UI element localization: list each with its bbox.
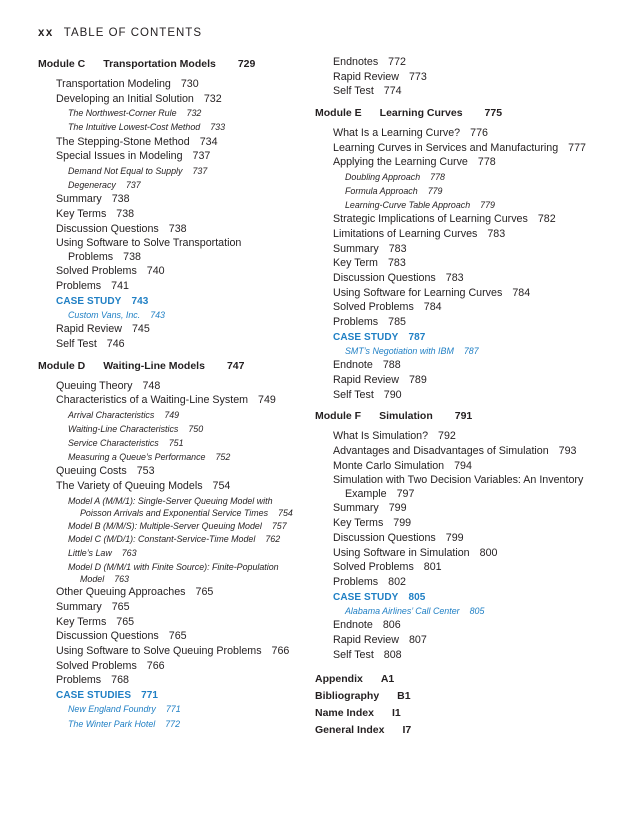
entry-page-number: 749 (258, 394, 276, 407)
entry-page-number: 788 (382, 359, 401, 372)
entry-page-number: 754 (212, 479, 231, 492)
toc-subentry[interactable] (38, 165, 300, 178)
toc-entry[interactable] (38, 136, 300, 150)
module-label: Module E (315, 106, 362, 119)
toc-entry[interactable] (315, 301, 615, 315)
entry-title: Rapid Review (56, 323, 122, 336)
toc-entry[interactable] (38, 660, 300, 674)
toc-entry[interactable] (315, 71, 615, 85)
entry-page-number: 745 (131, 323, 150, 336)
toc-entry[interactable] (315, 142, 615, 156)
toc-entry[interactable] (315, 389, 615, 403)
entry-title: Key Terms (56, 615, 107, 628)
entry-page-number: 806 (382, 619, 401, 632)
case-study-label: CASE STUDY (333, 591, 399, 603)
entry-page-number: 751 (168, 438, 184, 449)
module-page-number: 791 (454, 410, 473, 423)
entry-page-number: 802 (388, 575, 406, 588)
entry-title: Self Test (56, 338, 97, 351)
entry-page-number: 753 (136, 465, 155, 478)
toc-entry[interactable] (38, 237, 300, 264)
entry-title: Problems (56, 280, 102, 293)
entry-title: Measuring a Queue’s Performance (68, 452, 206, 463)
toc-entry[interactable] (38, 223, 300, 237)
entry-page-number: A1 (380, 673, 395, 686)
entry-page-number: 779 (427, 186, 443, 197)
toc-entry[interactable] (38, 208, 300, 222)
entry-page-number: 766 (271, 644, 290, 657)
toc-subentry[interactable] (38, 107, 300, 120)
entry-title: Special Issues in Modeling (56, 150, 183, 163)
toc-entry[interactable] (38, 480, 300, 494)
toc-entry[interactable] (315, 257, 615, 271)
running-header (38, 27, 202, 39)
entry-page-number: 801 (423, 561, 442, 574)
entry-page-number: 750 (188, 424, 204, 434)
toc-entry[interactable] (38, 150, 300, 164)
entry-page-number: 799 (393, 517, 412, 530)
case-study-heading[interactable] (315, 331, 615, 344)
entry-title: Discussion Questions (333, 271, 436, 284)
entry-title: What Is a Learning Curve? (333, 126, 461, 139)
toc-entry[interactable] (315, 576, 615, 590)
entry-title: Simulation with Two Decision Variables: An Inventory Example (333, 474, 584, 500)
entry-title: Endnote (333, 359, 373, 372)
entry-title: Summary (56, 600, 102, 613)
toc-entry[interactable] (315, 156, 615, 170)
toc-subentry[interactable] (38, 423, 300, 436)
entry-title: The Northwest-Corner Rule (68, 108, 177, 119)
entry-page-number: 777 (568, 141, 586, 154)
entry-title: Waiting-Line Characteristics (68, 424, 179, 434)
entry-title: Model D (M/M/1 with Finite Source): Finite-Population Model (68, 562, 279, 585)
entry-title: Using Software to Solve Transportation Problems (56, 237, 242, 263)
entry-title: Transportation Modeling (56, 78, 171, 90)
entry-title: Alabama Airlines’ Call Center (345, 606, 460, 617)
entry-page-number: 784 (512, 286, 531, 299)
entry-page-number: 782 (537, 213, 556, 226)
entry-page-number: 738 (168, 222, 187, 235)
toc-entry[interactable] (38, 616, 300, 630)
entry-page-number: 772 (165, 718, 181, 729)
toc-entry[interactable] (315, 56, 615, 70)
entry-page-number: 787 (408, 331, 426, 343)
toc-entry[interactable] (38, 78, 300, 92)
header-title: TABLE OF CONTENTS (63, 27, 202, 39)
toc-entry[interactable] (315, 445, 615, 459)
toc-entry[interactable] (38, 338, 300, 352)
entry-page-number: 799 (388, 502, 407, 515)
module-heading[interactable] (38, 56, 300, 72)
entry-title: The Variety of Queuing Models (56, 479, 203, 492)
entry-page-number: I1 (391, 707, 401, 720)
entry-title: Degeneracy (68, 180, 116, 191)
entry-page-number: 754 (278, 507, 293, 518)
entry-page-number: 763 (114, 574, 129, 585)
entry-title: Key Terms (56, 207, 107, 220)
module-heading[interactable] (315, 408, 615, 424)
entry-page-number: 783 (387, 257, 406, 270)
entry-title: SMT’s Negotiation with IBM (345, 346, 454, 357)
module-page-number: 775 (484, 106, 503, 119)
entry-page-number: 793 (558, 444, 577, 457)
entry-page-number: 765 (111, 600, 130, 613)
module-label: Module D (38, 359, 86, 372)
toc-entry[interactable] (315, 228, 615, 242)
entry-page-number: 762 (265, 533, 281, 544)
entry-page-number: 799 (445, 531, 464, 544)
entry-title: Queuing Theory (56, 379, 133, 392)
case-study-heading[interactable] (315, 591, 615, 604)
entry-page-number: 773 (408, 70, 427, 83)
entry-title: Learning Curves in Services and Manufacturing (333, 141, 559, 154)
entry-title: The Winter Park Hotel (68, 718, 156, 729)
toc-entry[interactable] (38, 645, 300, 659)
entry-page-number: B1 (397, 690, 411, 703)
entry-title: Solved Problems (56, 265, 137, 278)
toc-subentry[interactable] (315, 171, 615, 184)
entry-page-number: 737 (125, 180, 141, 191)
entry-title: Doubling Approach (345, 171, 421, 182)
entry-title: Self Test (333, 388, 374, 401)
entry-title: Problems (333, 316, 379, 329)
entry-title: Summary (56, 193, 102, 206)
entry-title: Self Test (333, 85, 374, 98)
entry-title: Problems (56, 674, 102, 687)
entry-title: Using Software in Simulation (333, 546, 470, 559)
entry-page-number: 757 (271, 520, 287, 531)
case-study-entry[interactable] (38, 703, 300, 716)
toc-entry[interactable] (315, 474, 615, 501)
entry-page-number: 734 (199, 135, 218, 148)
entry-page-number: 737 (192, 150, 211, 163)
entry-title: Self Test (333, 648, 374, 661)
entry-page-number: 771 (165, 704, 181, 715)
entry-title: The Stepping-Stone Method (56, 135, 190, 148)
toc-entry[interactable] (315, 517, 615, 531)
toc-subentry[interactable] (38, 121, 300, 134)
entry-page-number: 776 (470, 126, 488, 139)
toc-entry[interactable] (38, 465, 300, 479)
backmatter-entry[interactable] (315, 706, 615, 720)
entry-page-number: 792 (438, 430, 456, 443)
entry-title: The Intuitive Lowest-Cost Method (68, 122, 201, 133)
entry-page-number: 807 (408, 633, 427, 646)
entry-page-number: 778 (430, 171, 445, 182)
entry-title: Summary (333, 242, 379, 255)
entry-page-number: 749 (164, 409, 180, 420)
entry-title: Service Characteristics (68, 438, 159, 449)
case-study-label: CASE STUDY (56, 295, 122, 307)
toc-subentry[interactable] (315, 185, 615, 198)
entry-page-number: 738 (123, 250, 141, 263)
entry-title: Using Software to Solve Queuing Problems (56, 644, 262, 657)
entry-title: Developing an Initial Solution (56, 92, 194, 105)
entry-title: Solved Problems (333, 561, 414, 574)
toc-entry[interactable] (315, 359, 615, 373)
toc-subentry[interactable] (38, 547, 300, 560)
module-title: Learning Curves (379, 106, 463, 119)
entry-title: Rapid Review (333, 374, 399, 386)
entry-page-number: 765 (195, 586, 214, 599)
toc-entry[interactable] (315, 213, 615, 227)
toc-entry[interactable] (38, 380, 300, 394)
toc-entry[interactable] (38, 193, 300, 207)
case-study-entry[interactable] (38, 309, 300, 322)
case-study-entry[interactable] (315, 345, 615, 358)
module-page-number: 747 (226, 359, 245, 372)
entry-page-number: 740 (146, 265, 165, 278)
module-label: Module C (38, 58, 86, 70)
entry-title: Name Index (315, 707, 374, 720)
entry-title: Custom Vans, Inc. (68, 310, 141, 321)
entry-page-number: 784 (423, 301, 442, 314)
module-page-number: 729 (237, 58, 256, 70)
entry-page-number: 738 (116, 207, 135, 220)
entry-page-number: 737 (192, 165, 208, 176)
toc-subentry[interactable] (38, 437, 300, 450)
entry-title: Appendix (315, 673, 363, 686)
entry-title: Endnote (333, 619, 373, 632)
entry-page-number: 766 (146, 659, 165, 672)
module-title: Transportation Models (103, 58, 216, 70)
entry-page-number: 771 (141, 689, 159, 701)
entry-title: Little’s Law (68, 547, 112, 558)
toc-entry[interactable] (315, 460, 615, 474)
toc-subentry[interactable] (38, 520, 300, 532)
toc-entry[interactable] (315, 85, 615, 99)
entry-title: Rapid Review (333, 633, 399, 646)
entry-page-number: 805 (469, 606, 485, 617)
module-label: Module F (315, 410, 362, 423)
entry-page-number: 741 (111, 280, 129, 293)
entry-title: What Is Simulation? (333, 430, 429, 443)
page-number: xx (38, 27, 54, 39)
toc-entry[interactable] (38, 93, 300, 107)
entry-title: Discussion Questions (333, 531, 436, 544)
entry-page-number: 797 (396, 487, 415, 500)
case-study-entry[interactable] (38, 718, 300, 731)
entry-title: Key Term (333, 257, 378, 270)
toc-entry[interactable] (38, 280, 300, 294)
entry-title: Monte Carlo Simulation (333, 459, 445, 472)
toc-entry[interactable] (315, 374, 615, 388)
toc-subentry[interactable] (38, 561, 300, 585)
toc-column-right (315, 56, 615, 740)
toc-entry[interactable] (315, 287, 615, 301)
entry-title: Model A (M/M/1): Single-Server Queuing Model with Poisson Arrivals and Exponential Service Times (68, 495, 273, 518)
entry-title: Applying the Learning Curve (333, 156, 468, 169)
backmatter-entry[interactable] (315, 723, 615, 737)
entry-title: Other Queuing Approaches (56, 586, 186, 599)
entry-page-number: 800 (479, 546, 498, 559)
toc-entry[interactable] (38, 586, 300, 600)
entry-title: Queuing Costs (56, 465, 127, 478)
entry-title: Using Software for Learning Curves (333, 286, 503, 299)
toc-entry[interactable] (315, 243, 615, 257)
entry-title: Model B (M/M/S): Multiple-Server Queuing Model (68, 520, 262, 531)
entry-title: New England Foundry (68, 704, 156, 715)
entry-title: Discussion Questions (56, 630, 159, 643)
entry-page-number: 732 (186, 108, 202, 119)
toc-entry[interactable] (315, 532, 615, 546)
toc-entry[interactable] (315, 272, 615, 286)
entry-page-number: 779 (480, 200, 495, 211)
entry-page-number: 783 (445, 271, 464, 284)
entry-page-number: 748 (142, 379, 161, 392)
entry-title: Bibliography (315, 690, 380, 703)
toc-entry[interactable] (315, 316, 615, 330)
entry-page-number: 763 (121, 547, 137, 558)
entry-page-number: 733 (210, 122, 226, 133)
entry-page-number: I7 (402, 724, 412, 737)
toc-entry[interactable] (315, 619, 615, 633)
entry-title: Characteristics of a Waiting-Line System (56, 394, 249, 407)
entry-page-number: 765 (168, 630, 187, 643)
entry-page-number: 789 (408, 374, 427, 386)
toc-entry[interactable] (315, 502, 615, 516)
toc-entry[interactable] (315, 649, 615, 663)
entry-page-number: 738 (111, 193, 130, 206)
entry-title: Solved Problems (56, 659, 137, 672)
toc-subentry[interactable] (38, 451, 300, 464)
entry-title: Endnotes (333, 56, 379, 68)
entry-page-number: 743 (150, 310, 165, 321)
toc-column-left (38, 56, 300, 732)
toc-subentry[interactable] (38, 495, 300, 519)
entry-page-number: 768 (111, 674, 129, 687)
entry-title: Learning-Curve Table Approach (345, 200, 471, 211)
backmatter-entry[interactable] (315, 672, 615, 686)
toc-entry[interactable] (315, 547, 615, 561)
entry-title: Demand Not Equal to Supply (68, 165, 183, 176)
entry-page-number: 783 (388, 242, 407, 255)
entry-title: Problems (333, 575, 379, 588)
module-heading[interactable] (315, 105, 615, 121)
entry-page-number: 785 (388, 316, 406, 329)
toc-subentry[interactable] (38, 179, 300, 192)
toc-entry[interactable] (38, 394, 300, 408)
entry-page-number: 765 (116, 615, 135, 628)
toc-entry[interactable] (315, 430, 615, 444)
toc-entry[interactable] (38, 630, 300, 644)
toc-subentry[interactable] (38, 409, 300, 422)
entry-page-number: 783 (487, 227, 506, 240)
module-heading[interactable] (38, 358, 300, 374)
toc-entry[interactable] (315, 634, 615, 648)
toc-subentry[interactable] (38, 533, 300, 546)
entry-title: General Index (315, 724, 385, 737)
entry-page-number: 774 (383, 85, 402, 98)
case-study-heading[interactable] (38, 295, 300, 308)
module-title: Simulation (379, 410, 433, 423)
backmatter-entry[interactable] (315, 689, 615, 703)
entry-title: Rapid Review (333, 70, 399, 83)
case-study-label: CASE STUDY (333, 331, 399, 343)
entry-page-number: 752 (215, 452, 231, 463)
entry-title: Limitations of Learning Curves (333, 227, 478, 240)
toc-entry[interactable] (38, 323, 300, 337)
entry-page-number: 730 (180, 78, 199, 90)
entry-title: Solved Problems (333, 301, 414, 314)
entry-title: Formula Approach (345, 186, 418, 197)
entry-page-number: 805 (408, 591, 426, 603)
entry-title: Arrival Characteristics (68, 409, 155, 420)
entry-title: Key Terms (333, 517, 384, 530)
entry-page-number: 743 (131, 295, 149, 307)
entry-page-number: 732 (203, 92, 222, 105)
entry-page-number: 794 (454, 459, 472, 472)
entry-title: Discussion Questions (56, 222, 159, 235)
entry-title: Summary (333, 502, 379, 515)
case-study-heading[interactable] (38, 689, 300, 702)
entry-page-number: 772 (388, 56, 407, 68)
toc-entry[interactable] (38, 674, 300, 688)
entry-title: Advantages and Disadvantages of Simulation (333, 444, 549, 457)
entry-page-number: 778 (477, 156, 496, 169)
entry-title: Model C (M/D/1): Constant-Service-Time Model (68, 533, 256, 544)
module-title: Waiting-Line Models (103, 359, 205, 372)
entry-page-number: 790 (383, 388, 402, 401)
toc-subentry[interactable] (315, 199, 615, 212)
toc-entry[interactable] (38, 265, 300, 279)
entry-page-number: 746 (106, 338, 125, 351)
entry-title: Strategic Implications of Learning Curves (333, 213, 528, 226)
case-study-entry[interactable] (315, 605, 615, 618)
toc-entry[interactable] (315, 561, 615, 575)
entry-page-number: 808 (383, 648, 402, 661)
case-study-label: CASE STUDIES (56, 689, 132, 701)
entry-page-number: 787 (463, 346, 479, 357)
toc-entry[interactable] (315, 127, 615, 141)
toc-entry[interactable] (38, 601, 300, 615)
